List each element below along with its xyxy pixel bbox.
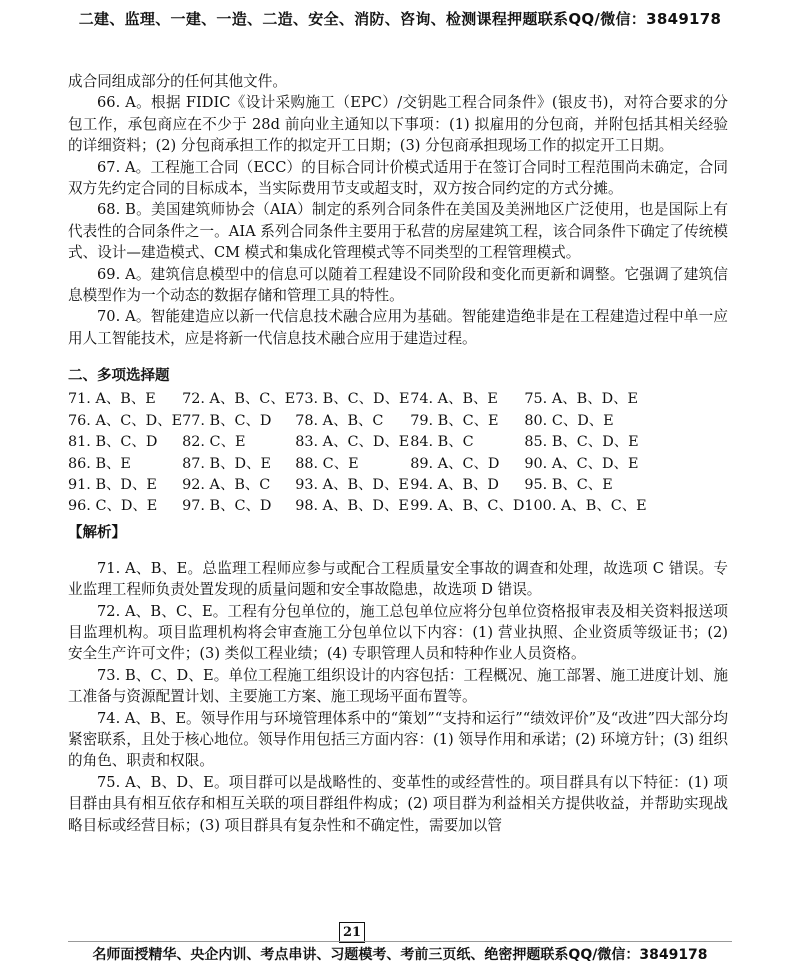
analysis-explanation-73: 73. B、C、D、E。单位工程施工组织设计的内容包括：工程概况、施工部署、施工进度计划、施工准备与资源配置计划、主要施工方案、施工现场平面布置等。 xyxy=(68,666,728,706)
answer-cell: 86. B、E xyxy=(68,455,131,472)
answer-cell: 84. B、C xyxy=(410,434,474,451)
answer-cell: 75. A、B、D、E xyxy=(524,391,639,408)
answer-row xyxy=(68,432,647,453)
answer-cell: 96. C、D、E xyxy=(68,498,158,515)
answer-cell: 98. A、B、D、E xyxy=(295,498,409,515)
page-number: 21 xyxy=(339,922,365,943)
answer-cell: 91. B、D、E xyxy=(68,476,157,493)
section-title-multiple-choice: 二、多项选择题 xyxy=(68,368,170,385)
answer-cell: 74. A、B、E xyxy=(410,391,498,408)
answer-cell: 94. A、B、D xyxy=(410,476,499,493)
answer-explanation-68: 68. B。美国建筑师协会（AIA）制定的系列合同条件在美国及美洲地区广泛使用，也是国际上有代表性的合同条件之一。AIA 系列合同条件主要用于私营的房屋建筑工程，该合同条件下确定了传统模式、设计—建造模式、CM 模式和集成化管理模式等不同类型的工程管理模式。 xyxy=(68,201,728,262)
analysis-explanation-75: 75. A、B、D、E。项目群可以是战略性的、变革性的或经营性的。项目群具有以下特征：(1) 项目群由具有相互依存和相互关联的项目群组件构成；(2) 项目群为利益相关方提供收益，并帮助实现战略目标或经营目标；(3) 项目群具有复杂性和不确定性，需要加以管 xyxy=(68,773,728,834)
analysis-title: 【解析】 xyxy=(68,524,126,541)
answer-cell: 93. A、B、D、E xyxy=(295,476,409,493)
answer-cell: 72. A、B、C、E xyxy=(182,391,296,408)
analysis-explanation-71: 71. A、B、E。总监理工程师应参与或配合工程质量安全事故的调查和处理，故选项 C 错误。专业监理工程师负责处置发现的质量问题和安全事故隐患，故选项 D 错误。 xyxy=(68,559,728,599)
answer-cell: 89. A、C、D xyxy=(410,455,500,472)
answer-cell: 71. A、B、E xyxy=(68,391,156,408)
answer-row xyxy=(68,454,647,475)
answer-cell: 95. B、C、E xyxy=(524,476,613,493)
answer-row xyxy=(68,389,647,410)
answer-cell: 77. B、C、D xyxy=(182,412,272,429)
answer-explanation-70: 70. A。智能建造应以新一代信息技术融合应用为基础。智能建造绝非是在工程建造过程中单一应用人工智能技术，应是将新一代信息技术融合应用于建造过程。 xyxy=(68,308,728,347)
page-content xyxy=(68,71,728,836)
answer-row xyxy=(68,496,647,517)
answer-cell: 88. C、E xyxy=(295,455,359,472)
answer-cell: 83. A、C、D、E xyxy=(295,434,410,451)
page-divider xyxy=(68,941,732,942)
answer-cell: 82. C、E xyxy=(182,434,246,451)
paragraph-continuation: 成合同组成部分的任何其他文件。 xyxy=(68,73,287,90)
answer-cell: 78. A、B、C xyxy=(295,412,384,429)
answer-cell: 73. B、C、D、E xyxy=(295,391,410,408)
analysis-explanation-74: 74. A、B、E。领导作用与环境管理体系中的“策划”“支持和运行”“绩效评价”及“改进”四大部分均紧密联系，且处于核心地位。领导作用包括三方面内容：(1) 领导作用和承诺；(2) 环境方针；(3) 组织的角色、职责和权限。 xyxy=(68,709,728,770)
answer-cell: 90. A、C、D、E xyxy=(524,455,639,472)
answer-cell: 79. B、C、E xyxy=(410,412,499,429)
answer-cell: 97. B、C、D xyxy=(182,498,272,515)
page-header-ad: 二建、监理、一建、一造、二造、安全、消防、咨询、检测课程押题联系QQ/微信：3849178 xyxy=(78,10,722,28)
page-footer-ad: 名师面授精华、央企内训、考点串讲、习题模考、考前三页纸、绝密押题联系QQ/微信：3849178 xyxy=(92,947,708,963)
answer-explanation-69: 69. A。建筑信息模型中的信息可以随着工程建设不同阶段和变化而更新和调整。它强调了建筑信息模型作为一个动态的数据存储和管理工具的特性。 xyxy=(68,265,728,305)
answer-cell: 80. C、D、E xyxy=(524,412,614,429)
answer-explanation-67: 67. A。工程施工合同（ECC）的目标合同计价模式适用于在签订合同时工程范围尚未确定，合同双方先约定合同的目标成本，当实际费用节支或超支时，双方按合同约定的方式分摊。 xyxy=(68,158,728,198)
answer-cell: 87. B、D、E xyxy=(182,455,271,472)
answer-cell: 85. B、C、D、E xyxy=(524,434,639,451)
answer-cell: 92. A、B、C xyxy=(182,476,271,493)
answer-explanation-66: 66. A。根据 FIDIC《设计采购施工（EPC）/交钥匙工程合同条件》(银皮书)，对符合要求的分包工作，承包商应在不少于 28d 前向业主通知以下事项：(1) 拟雇用的分包商，并附包括其相关经验的详细资料；(2) 分包商承担工作的拟定开工日期；(3) 分包商承担现场工作的拟定开工日期。 xyxy=(68,94,728,155)
answer-row xyxy=(68,411,647,432)
answer-key-table xyxy=(68,389,647,517)
analysis-explanation-72: 72. A、B、C、E。工程有分包单位的，施工总包单位应将分包单位资格报审表及相关资料报送项目监理机构。项目监理机构将会审查施工分包单位以下内容：(1) 营业执照、企业资质等级证书；(2) 安全生产许可文件；(3) 类似工程业绩；(4) 专职管理人员和特种作业人员资格。 xyxy=(68,602,728,663)
answer-cell: 81. B、C、D xyxy=(68,434,158,451)
answer-row xyxy=(68,475,647,496)
answer-cell: 99. A、B、C、D xyxy=(410,498,525,515)
answer-cell: 76. A、C、D、E xyxy=(68,412,183,429)
answer-cell: 100. A、B、C、E xyxy=(524,498,647,515)
